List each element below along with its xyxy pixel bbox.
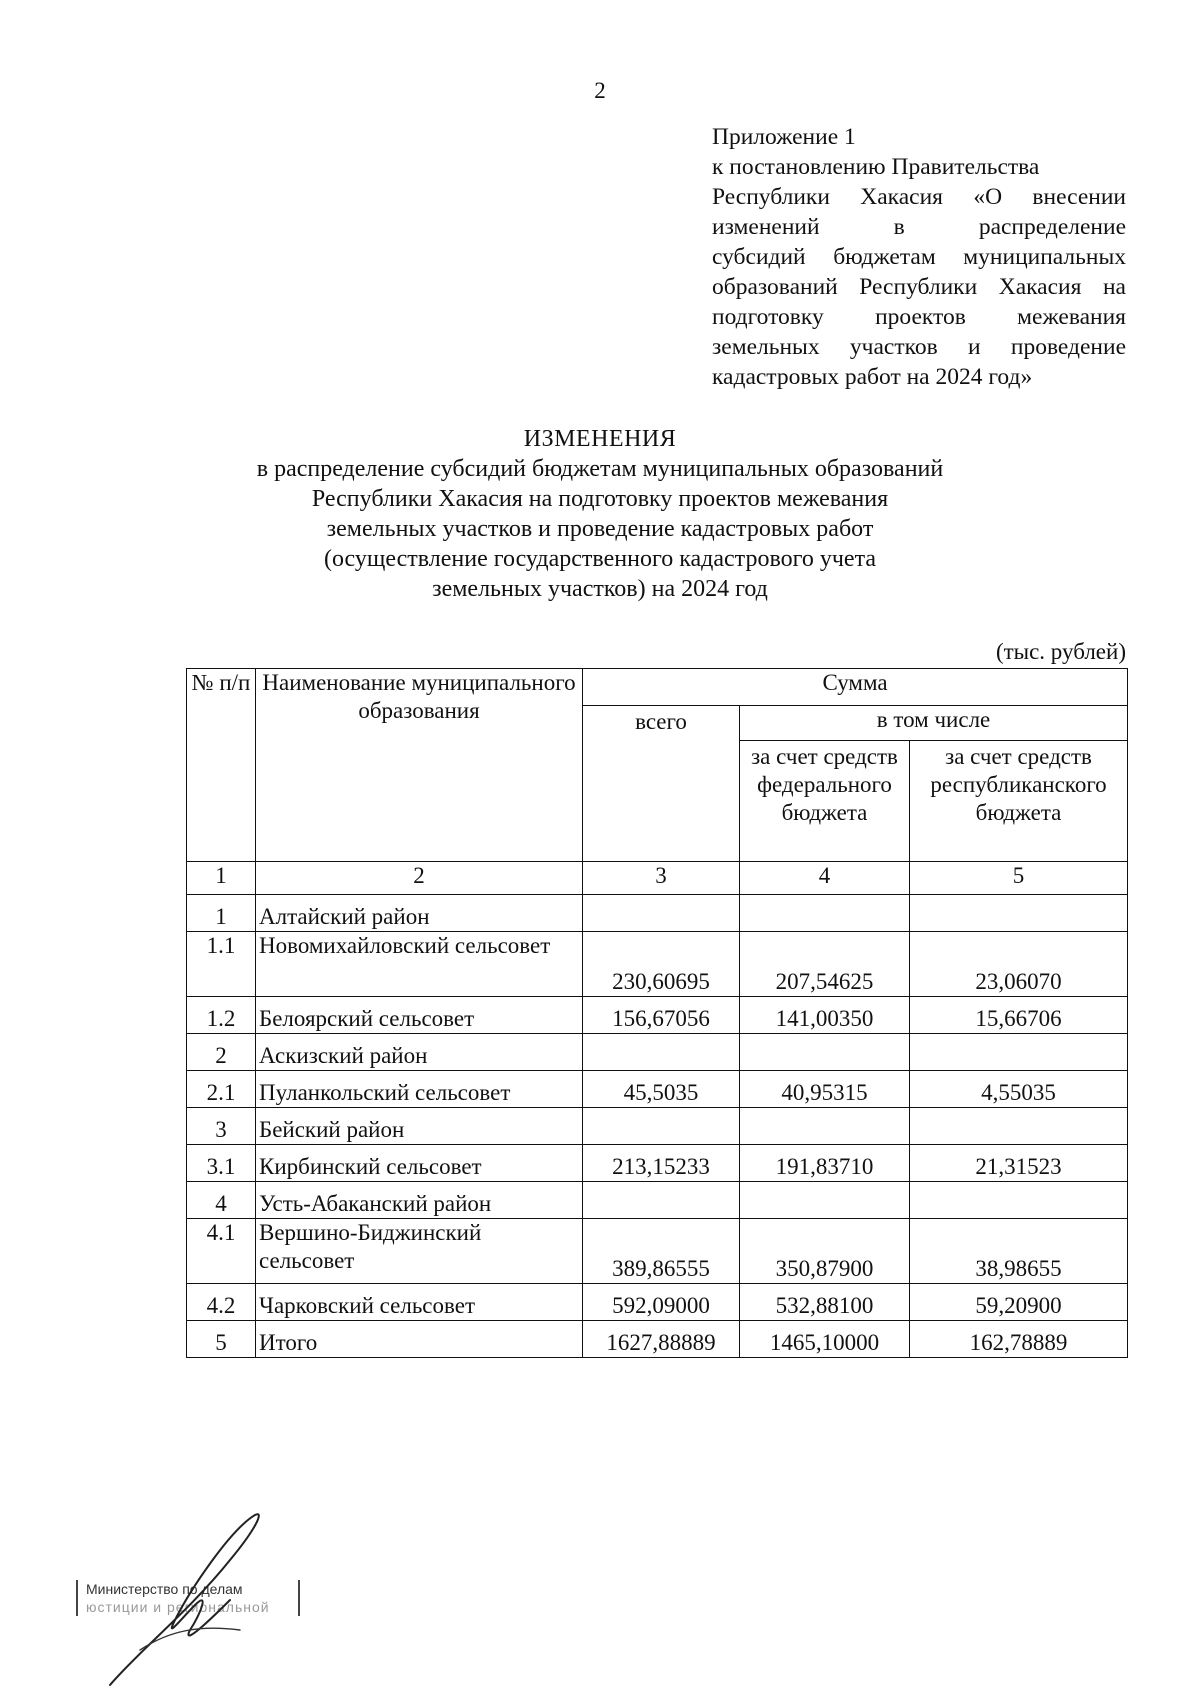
appendix-word: земельных [712,334,820,360]
appendix-word: изменений [712,214,820,240]
row-name: Новомихайловский сельсовет [256,932,583,997]
appendix-word: проведение [1010,334,1126,360]
appendix-line [712,272,1126,302]
header-name: Наименование муниципального образования [256,669,583,862]
row-federal: 40,95315 [740,1071,910,1108]
appendix-word: Хакасия [998,274,1082,300]
appendix-line: Приложение 1 [712,124,856,150]
header-federal: за счет средств федерального бюджета [740,741,910,862]
column-index: 5 [910,862,1128,895]
header-including: в том числе [740,706,1128,741]
table-row [187,1182,1128,1219]
row-total [583,895,740,932]
appendix-line [712,332,1126,362]
row-name: Итого [256,1321,583,1358]
table-row [187,1145,1128,1182]
row-name: Аскизский район [256,1034,583,1071]
appendix-word: Республики [859,274,978,300]
page-number: 2 [594,78,606,103]
appendix-word: и [967,334,981,360]
appendix-word: муниципальных [963,244,1126,270]
stamp-line: юстиции и региональной [86,1599,270,1615]
row-total [583,1034,740,1071]
column-index: 3 [583,862,740,895]
row-federal [740,1182,910,1219]
row-num: 3.1 [187,1145,256,1182]
row-federal [740,1034,910,1071]
row-republican: 15,66706 [910,997,1128,1034]
document-subtitle-line: Республики Хакасия на подготовку проектов межевания [311,486,889,512]
appendix-word: распределение [978,214,1126,240]
appendix-line: кадастровых работ на 2024 год» [712,364,1033,390]
appendix-line [712,242,1126,272]
appendix-block [712,122,1126,392]
row-republican: 23,06070 [910,932,1128,997]
row-total: 592,09000 [583,1284,740,1321]
row-federal: 350,87900 [740,1219,910,1284]
row-num: 5 [187,1321,256,1358]
table-row [187,997,1128,1034]
column-index: 2 [256,862,583,895]
row-num: 4 [187,1182,256,1219]
row-name: Белоярский сельсовет [256,997,583,1034]
row-total: 156,67056 [583,997,740,1034]
column-index: 1 [187,862,256,895]
appendix-word: внесении [1032,184,1126,210]
row-num: 1.2 [187,997,256,1034]
appendix-word: на [1102,274,1126,300]
column-index-row [187,862,1128,895]
header-num: № п/п [187,669,256,862]
column-index: 4 [740,862,910,895]
row-total: 389,86555 [583,1219,740,1284]
table-row [187,1219,1128,1284]
appendix-word: участков [849,334,938,360]
appendix-word: Республики [712,184,830,210]
document-subtitle-line: (осуществление государственного кадастрового учета [323,546,877,572]
table-row [187,1284,1128,1321]
row-republican [910,1034,1128,1071]
row-federal [740,1108,910,1145]
row-name: Алтайский район [256,895,583,932]
row-federal [740,895,910,932]
document-title: ИЗМЕНЕНИЯ [523,426,677,452]
document-heading [0,424,1200,604]
row-republican [910,1182,1128,1219]
row-name: Чарковский сельсовет [256,1284,583,1321]
row-total: 1627,88889 [583,1321,740,1358]
row-name: Усть-Абаканский район [256,1182,583,1219]
appendix-word: субсидий [712,244,806,270]
row-republican [910,895,1128,932]
row-name: Кирбинский сельсовет [256,1145,583,1182]
row-republican: 59,20900 [910,1284,1128,1321]
row-federal: 532,88100 [740,1284,910,1321]
appendix-word: подготовку [712,304,824,330]
appendix-line: к постановлению Правительства [712,154,1040,180]
row-name: Бейский район [256,1108,583,1145]
document-subtitle-line: в распределение субсидий бюджетам муниципальных образований [256,456,944,482]
document-subtitle-line: земельных участков) на 2024 год [432,576,768,602]
row-num: 4.2 [187,1284,256,1321]
row-republican: 162,78889 [910,1321,1128,1358]
appendix-word: межевания [1017,304,1126,330]
row-name: Пуланкольский сельсовет [256,1071,583,1108]
appendix-line [712,182,1126,212]
header-total: всего [583,706,740,862]
row-republican: 38,98655 [910,1219,1128,1284]
table-row [187,1108,1128,1145]
appendix-word: Хакасия [860,184,943,210]
row-federal: 141,00350 [740,997,910,1034]
row-total: 45,5035 [583,1071,740,1108]
appendix-line [712,212,1126,242]
row-total [583,1108,740,1145]
row-federal: 1465,10000 [740,1321,910,1358]
appendix-word: в [893,214,905,240]
row-federal: 191,83710 [740,1145,910,1182]
appendix-line [712,302,1126,332]
appendix-word: проектов [875,304,966,330]
document-subtitle-line: земельных участков и проведение кадастровых работ [326,516,874,542]
row-num: 1 [187,895,256,932]
subsidy-table [186,668,1128,1358]
row-num: 1.1 [187,932,256,997]
appendix-word: бюджетам [833,244,936,270]
signature-stroke [110,1514,259,1685]
row-num: 2 [187,1034,256,1071]
header-republican: за счет средств республиканского бюджета [910,741,1128,862]
row-num: 3 [187,1108,256,1145]
units-label: (тыс. рублей) [995,639,1126,664]
row-total [583,1182,740,1219]
table-row-total [187,1321,1128,1358]
header-sum: Сумма [583,669,1128,706]
row-republican: 21,31523 [910,1145,1128,1182]
stamp-line: Министерство по делам [86,1581,243,1597]
appendix-word: «О [973,184,1003,210]
table-row [187,1071,1128,1108]
row-republican: 4,55035 [910,1071,1128,1108]
row-republican [910,1108,1128,1145]
appendix-word: образований [712,274,838,300]
row-num: 2.1 [187,1071,256,1108]
table-row [187,1034,1128,1071]
table-row [187,932,1128,997]
signature-mark [80,1500,300,1700]
row-num: 4.1 [187,1219,256,1284]
table-row [187,895,1128,932]
row-federal: 207,54625 [740,932,910,997]
row-name: Вершино-Биджинский сельсовет [256,1219,583,1284]
row-total: 230,60695 [583,932,740,997]
row-total: 213,15233 [583,1145,740,1182]
